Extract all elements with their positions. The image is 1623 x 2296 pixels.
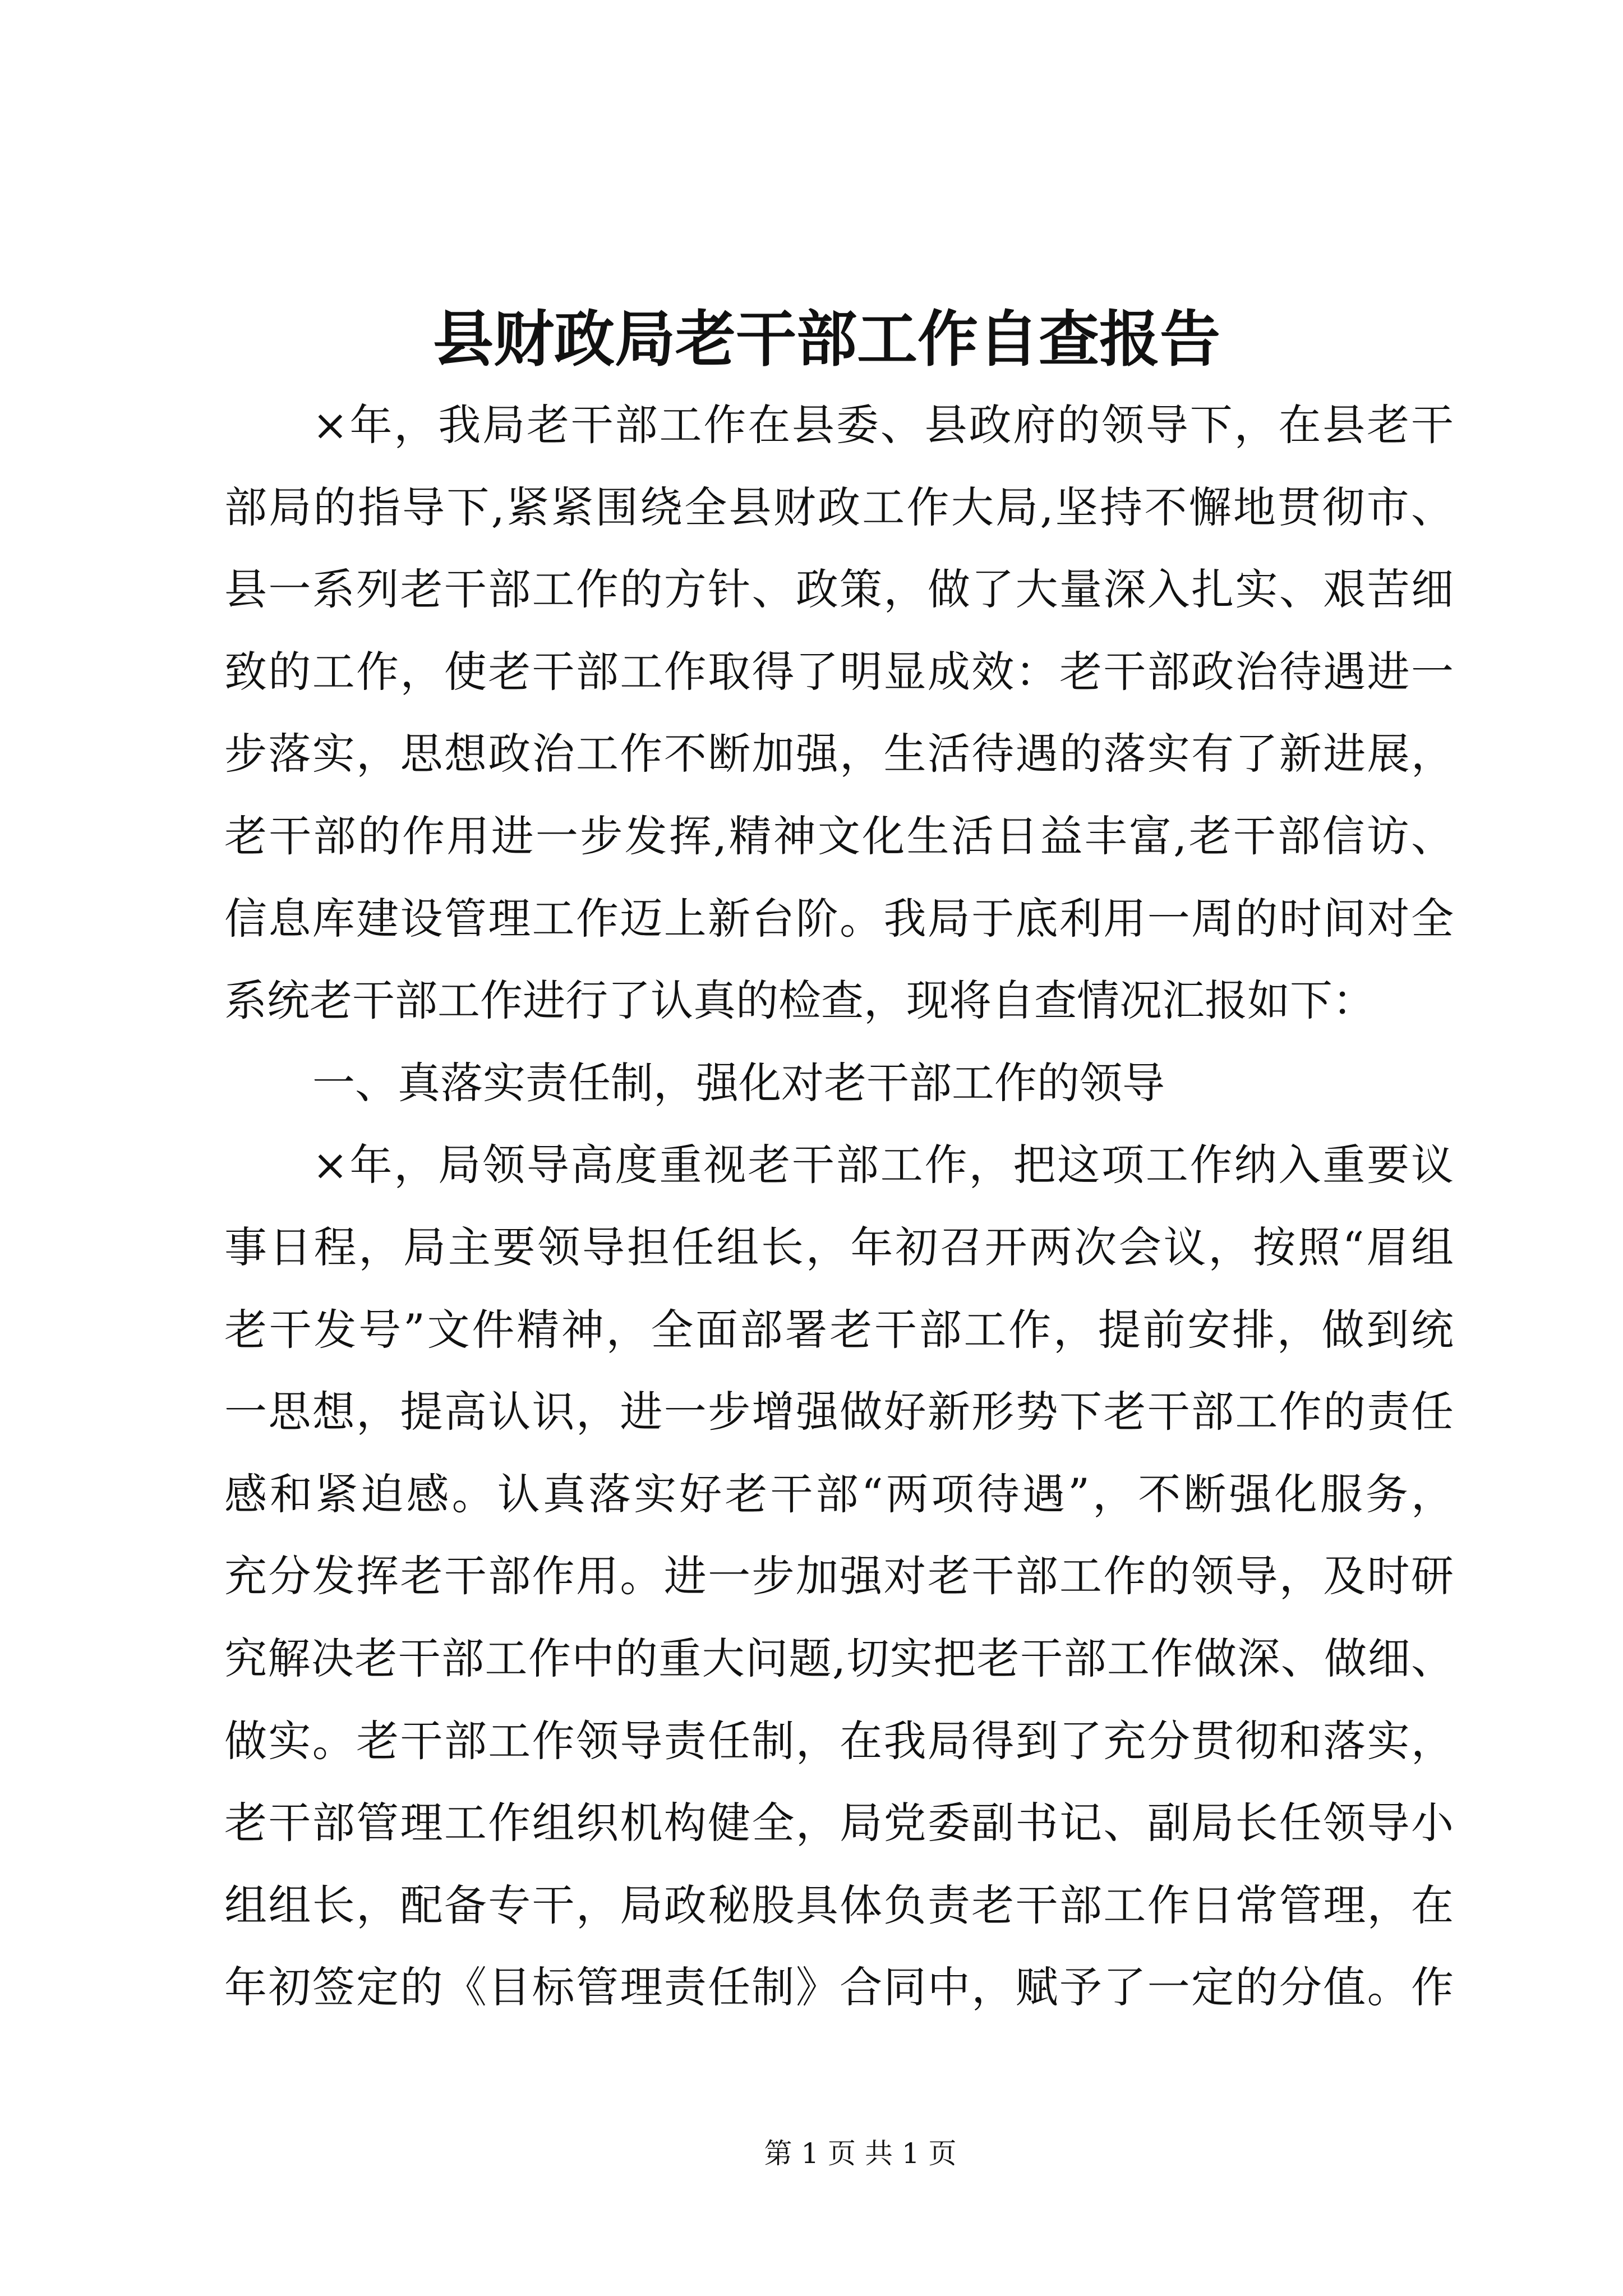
body-line: 信息库建设管理工作迈上新台阶。我局于底利用一周的时间对全	[224, 893, 1454, 944]
body-line: 老干部的作用进一步发挥,精神文化生活日益丰富,老干部信访、	[224, 811, 1454, 861]
page-footer: 第 1 页 共 1 页	[764, 2137, 957, 2170]
body-line: ×年，我局老干部工作在县委、县政府的领导下，在县老干	[312, 400, 1454, 450]
body-line: 做实。老干部工作领导责任制，在我局得到了充分贯彻和落实，	[224, 1715, 1454, 1766]
body-line: 致的工作，使老干部工作取得了明显成效：老干部政治待遇进一	[224, 646, 1454, 697]
section-paragraph	[224, 1124, 1454, 2029]
body-line: 步落实，思想政治工作不断加强，生活待遇的落实有了新进展，	[224, 729, 1454, 779]
body-line: 系统老干部工作进行了认真的检查，现将自查情况汇报如下：	[224, 976, 1375, 1026]
body-line: 县一系列老干部工作的方针、政策，做了大量深入扎实、艰苦细	[224, 564, 1454, 615]
body-line: 一思想，提高认识，进一步增强做好新形势下老干部工作的责任	[224, 1387, 1454, 1437]
document-title: 县财政局老干部工作自查报告	[432, 304, 1220, 375]
body-line: 事日程，局主要领导担任组长，年初召开两次会议，按照“眉组	[224, 1222, 1454, 1272]
body-line: 感和紧迫感。认真落实好老干部“两项待遇”，不断强化服务，	[224, 1469, 1454, 1519]
body-line: 充分发挥老干部作用。进一步加强对老干部工作的领导，及时研	[224, 1551, 1454, 1602]
body-line: 老干发号”文件精神，全面部署老干部工作，提前安排，做到统	[224, 1304, 1454, 1355]
section-heading	[224, 1042, 1454, 1125]
intro-paragraph	[224, 384, 1454, 1042]
body-line: 老干部管理工作组织机构健全，局党委副书记、副局长任领导小	[224, 1798, 1454, 1848]
body-line: 部局的指导下,紧紧围绕全县财政工作大局,坚持不懈地贯彻市、	[224, 482, 1454, 532]
body-line: ×年，局领导高度重视老干部工作，把这项工作纳入重要议	[312, 1140, 1454, 1190]
body-line: 组组长，配备专干，局政秘股具体负责老干部工作日常管理，在	[224, 1880, 1454, 1930]
body-line: 年初签定的《目标管理责任制》合同中，赋予了一定的分值。作	[224, 1962, 1454, 2013]
body-line: 究解决老干部工作中的重大问题,切实把老干部工作做深、做细、	[224, 1633, 1454, 1683]
document-body	[224, 384, 1454, 2029]
section-heading-text: 一、真落实责任制，强化对老干部工作的领导	[312, 1057, 1165, 1108]
